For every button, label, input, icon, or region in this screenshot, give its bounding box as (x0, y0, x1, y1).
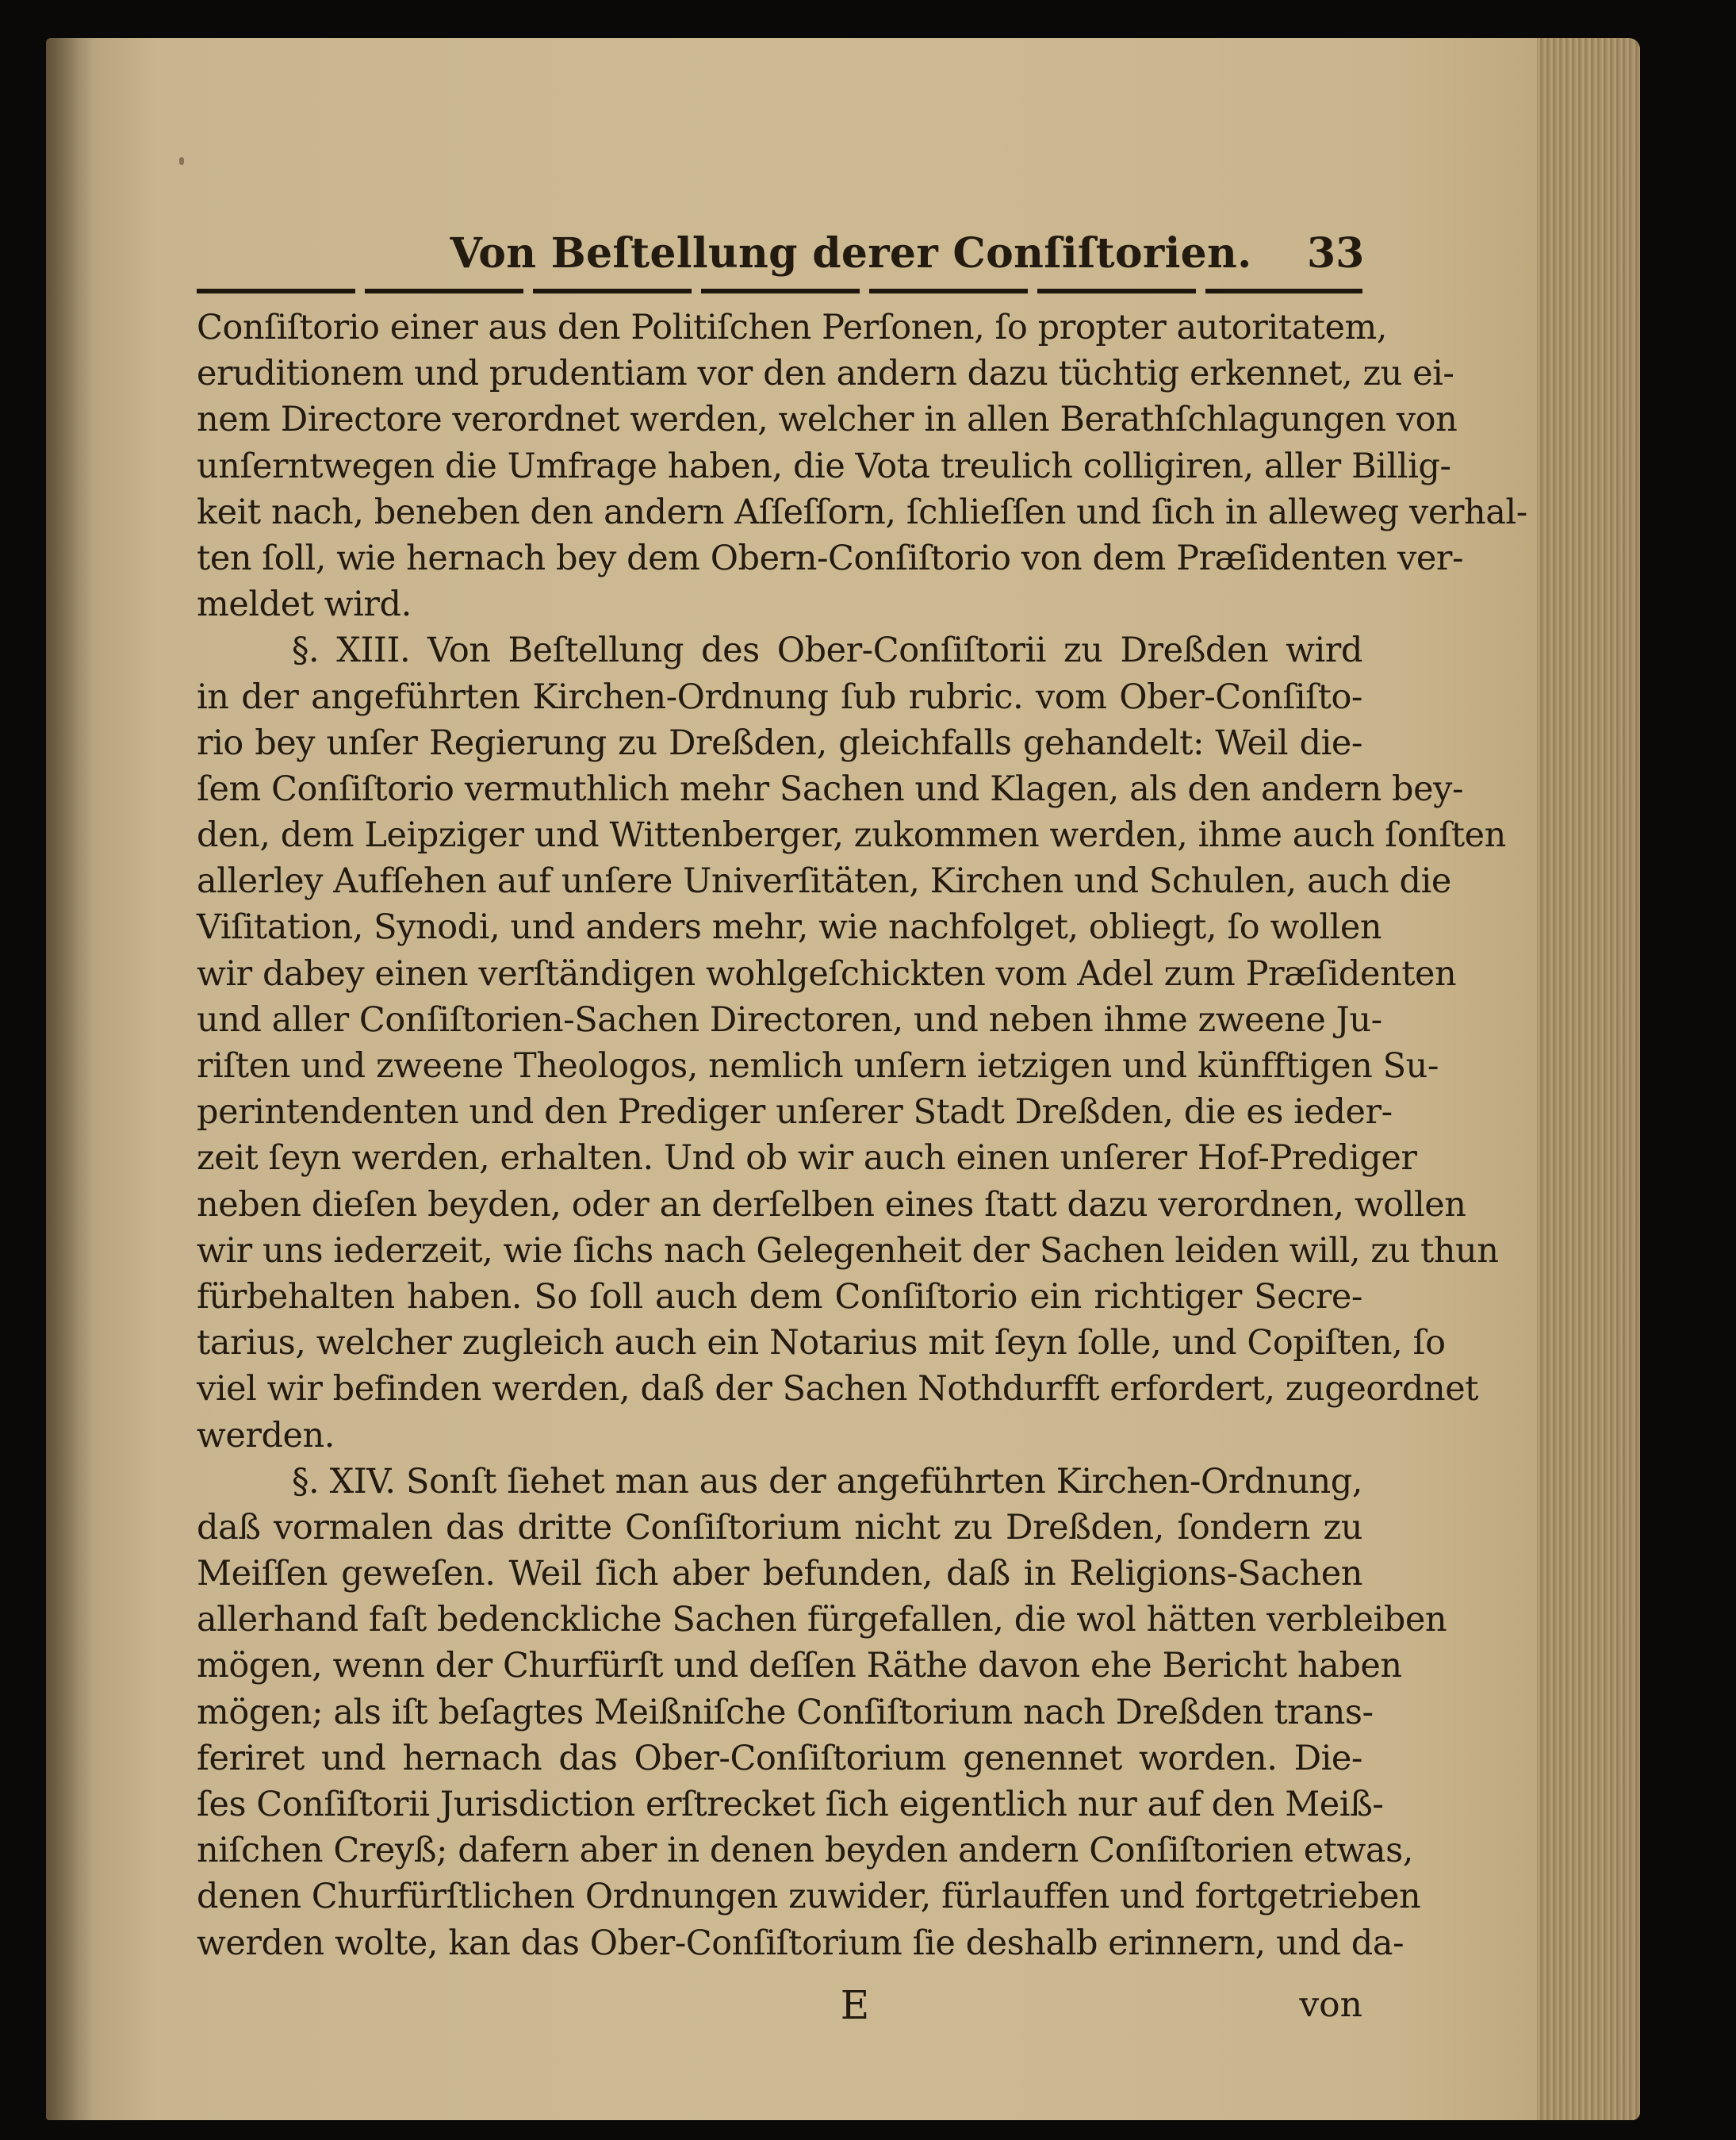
text-line: daß vormalen das dritte Conſiſtorium nicht zu Dreßden, ſondern zu (197, 1507, 1362, 1547)
text-line: Meiſſen geweſen. Weil ſich aber befunden, daß in Religions-Sachen (197, 1554, 1362, 1594)
margin-mark (179, 157, 184, 165)
text-line: werden. (197, 1415, 335, 1455)
text-line: tarius, welcher zugleich auch ein Notarius mit ſeyn ſolle, und Copiſten, ſo (197, 1323, 1446, 1363)
text-line: feriret und hernach das Ober-Conſiſtorium genennet worden. Die- (197, 1738, 1362, 1778)
text-line: zeit ſeyn werden, erhalten. Und ob wir auch einen unſerer Hof-Prediger (197, 1138, 1417, 1179)
text-line: allerley Aufſehen auf unſere Univerſitäten, Kirchen und Schulen, auch die (197, 861, 1451, 902)
gutter-shadow (46, 38, 94, 2120)
text-line: mögen, wenn der Churfürſt und deſſen Räthe davon ehe Bericht haben (197, 1646, 1402, 1686)
section-heading-line: §. XIV. Sonſt ſiehet man aus der angeführten Kirchen-Ordnung, (292, 1461, 1362, 1501)
text-line: Conſiſtorio einer aus den Politiſchen Perſonen, ſo propter autoritatem, (197, 308, 1388, 347)
text-line: fürbehalten haben. So ſoll auch dem Conſiſtorio ein richtiger Secre- (197, 1276, 1362, 1317)
page-edges (1537, 38, 1640, 2120)
running-head: Von Beſtellung derer Conſiſtorien. (450, 229, 1252, 278)
book-page (46, 38, 1640, 2120)
text-line: viel wir befinden werden, daß der Sachen Nothdurfft erfordert, zugeordnet (197, 1369, 1479, 1409)
text-line: ten ſoll, wie hernach bey dem Obern-Conſiſtorio von dem Præſidenten ver- (197, 538, 1464, 578)
signature-mark: E (840, 1982, 870, 2028)
page-number: 33 (1307, 229, 1365, 278)
text-line: eruditionem und prudentiam vor den andern dazu tüchtig erkennet, zu ei- (197, 354, 1454, 394)
catchword: von (1299, 1985, 1362, 2025)
text-line: riſten und zweene Theologos, nemlich unſern ietzigen und künfftigen Su- (197, 1046, 1439, 1086)
text-line: keit nach, beneben den andern Aſſeſſorn, ſchlieſſen und ſich in alleweg verhal- (197, 492, 1527, 532)
text-line: meldet wird. (197, 585, 412, 625)
text-line: rio bey unſer Regierung zu Dreßden, gleichfalls gehandelt: Weil die- (197, 723, 1362, 763)
text-line: wir uns iederzeit, wie ſichs nach Gelegenheit der Sachen leiden will, zu thun (197, 1230, 1499, 1271)
text-line: ſem Conſiſtorio vermuthlich mehr Sachen und Klagen, als den andern bey- (197, 769, 1464, 809)
text-line: in der angeführten Kirchen-Ordnung ſub rubric. vom Ober-Conſiſto- (197, 677, 1362, 717)
text-line: und aller Conſiſtorien-Sachen Directoren, und neben ihme zweene Ju- (197, 999, 1382, 1040)
text-line: perintendenten und den Prediger unſerer Stadt Dreßden, die es ieder- (197, 1092, 1393, 1133)
text-line: werden wolte, kan das Ober-Conſiſtorium ſie deshalb erinnern, und da- (197, 1923, 1405, 1963)
text-line: denen Churfürſtlichen Ordnungen zuwider, fürlauffen und fortgetrieben (197, 1877, 1421, 1917)
text-line: Viſitation, Synodi, und anders mehr, wie nachfolget, obliegt, ſo wollen (197, 907, 1382, 948)
text-line: nem Directore verordnet werden, welcher in allen Berathſchlagungen von (197, 400, 1458, 440)
text-line: ſes Conſiſtorii Jurisdiction erſtrecket ſich eigentlich nur auf den Meiß- (197, 1785, 1384, 1824)
text-line: wir dabey einen verſtändigen wohlgeſchickten vom Adel zum Præſidenten (197, 953, 1457, 994)
text-line: niſchen Creyß; dafern aber in denen beyden andern Conſiſtorien etwas, (197, 1831, 1413, 1871)
text-line: neben dieſen beyden, oder an derſelben eines ſtatt dazu verordnen, wollen (197, 1184, 1466, 1225)
text-line: den, dem Leipziger und Wittenberger, zukommen werden, ihme auch ſonſten (197, 815, 1506, 856)
text-line: mögen; als iſt beſagtes Meißniſche Conſiſtorium nach Dreßden trans- (197, 1692, 1374, 1732)
text-line: unſerntwegen die Umfrage haben, die Vota treulich colligiren, aller Billig- (197, 446, 1451, 486)
body-text (197, 305, 1527, 1966)
text-line: allerhand faſt bedenckliche Sachen fürgefallen, die wol hätten verbleiben (197, 1600, 1447, 1640)
head-rule (197, 289, 1362, 293)
section-heading-line: §. XIII. Von Beſtellung des Ober-Conſiſtorii zu Dreßden wird (292, 631, 1362, 671)
